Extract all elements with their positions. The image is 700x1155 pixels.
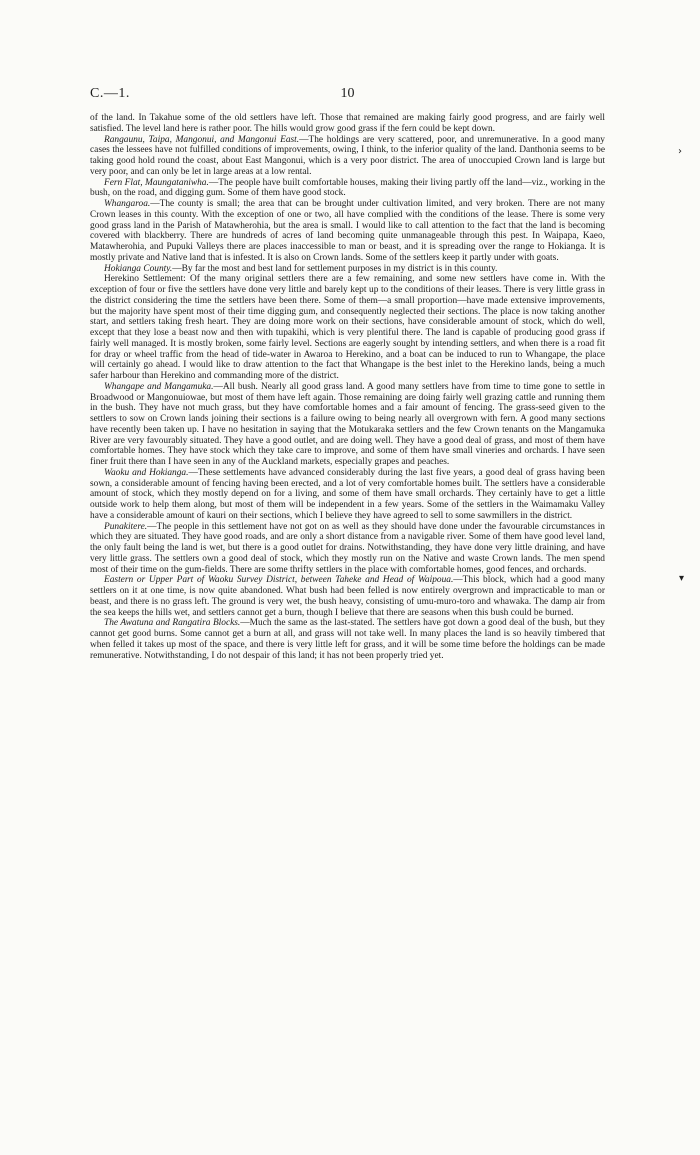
paragraph: Punakitere.—The people in this settlement have not got on as well as they should have done under the favourable circumstances in which they are situated. They have good roads, and are only a short distance from a navigable river. Some of them have good level land, the only fault being the land is wet, but there is a good outlet for drains. Notwithstanding, they have done very little draining, and have very little grass. The settlers own a good deal of stock, which they mostly run on the Native and waste Crown lands. The men spend most of their time on the gum-fields. There are some thrifty settlers in the place with comfortable homes, good fences, and orchards. [90, 521, 605, 575]
paragraph: Fern Flat, Maungataniwha.—The people have built comfortable houses, making their living partly off the land—viz., working in the bush, on the road, and digging gum. Some of them have good stock. [90, 177, 606, 199]
section-heading: Whangaroa. [104, 199, 151, 209]
document-reference: C.—1. [90, 86, 130, 101]
margin-mark-icon: › [678, 146, 682, 157]
paragraph: Rangaunu, Taipa, Mangonui, and Mangonui East.—The holdings are very scattered, poor, and unremunerative. In a good many cases the lessees have not fulfilled conditions of improvements, owing, I think, to the inferior quality of the land. Danthonia seems to be taking good hold round the coast, about East Mangonui, which is a very poor district. The area of unoccupied Crown land is large but very poor, and can only be let in large areas at a low rental. [90, 134, 605, 177]
page-number: 10 [340, 86, 355, 101]
paragraph: Whangape and Mangamuka.—All bush. Nearly all good grass land. A good many settlers have from time to time gone to settle in Broadwood or Mangonuiowae, but most of them have left again. Those remaining are doing fairly well grazing cattle and running them in the bush. They have not much grass, but they have comfortable homes and a fair amount of fencing. The grass-seed given to the settlers to sow on Crown lands joining their sections is a failure owing to being nearly all overgrown with fern. A good many sections have recently been taken up. I have no hesitation in saying that the Motukaraka settlers and the few Crown tenants on the Mangamuka River are very favourably situated. They have a good outlet, and are doing well. They have a good deal of grass, and most of them have comfortable homes. They have stock which they take care to improve, and some of them have small vineries and orchards. I have seen finer fruit there than I have seen in any of the Auckland markets, especially grapes and peaches. [90, 381, 605, 467]
paragraph: Waoku and Hokianga.—These settlements have advanced considerably during the last five years, a good deal of grass having been sown, a considerable amount of fencing having been erected, and a lot of very comfortable homes built. The settlers have a considerable amount of stock, which they mostly depend on for a living, and some of them have small orchards. They certainly have to get a little outside work to help them along, but most of them will be independent in a few years. Some of the settlers in the Waimamaku Valley have a considerable amount of kauri on their sections, which I believe they have agreed to sell to some sawmillers in the district. [90, 467, 605, 521]
section-heading: Punakitere. [104, 521, 148, 532]
paragraph: Eastern or Upper Part of Waoku Survey District, between Taheke and Head of Waipoua.—This block, which had a good many settlers on it at one time, is now quite abandoned. What bush had been felled is now entirely overgrown and impracticable to man or beast, and there is no grass left. The ground is very wet, the bush heavy, consisting of umu-muro-toro and whawaka. The damp air from the sea keeps the hills wet, and settlers cannot get a burn, though I believe that there are seasons when this bush could be burned. [90, 575, 605, 618]
report-body [90, 113, 605, 661]
section-heading: Whangape and Mangamuka. [104, 381, 214, 392]
paragraph: Herekino Settlement: Of the many original settlers there are a few remaining, and some new settlers have come in. With the exception of four or five the settlers have done very little and barely kept up to the conditions of their leases. There is very little grass in the district considering the time the settlers have been there. Some of them—a small proportion—have made extensive improvements, but the majority have spent most of their time digging gum, and consequently neglected their sections. The place is now taking another start, and settlers taking fresh heart. They are doing more work on their sections, have considerable amount of stock, which do well, except that they lose a beast now and then with tupakihi, which is very plentiful there. The land is capable of producing good grass if fairly well managed. It is mostly broken, some fairly level. Sections are eagerly sought by intending settlers, and when there is a road fit for dray or wheel traffic from the head of tide-water in Awaroa to Herekino, and a boat can be induced to run to Whangape, the place will certainly go ahead. I would like to draw attention to the fact that Whangape is the best inlet to the Herekino lands, being a much safer harbour than Herekino and commanding more of the district. [90, 274, 605, 381]
paragraph: Hokianga County.—By far the most and best land for settlement purposes in my district is in this county. [104, 263, 498, 274]
paragraph: The Awatuna and Rangatira Blocks.—Much the same as the last-stated. The settlers have got down a good deal of the bush, but they cannot get good burns. Some cannot get a burn at all, and grass will not take well. In many places the land is so heavily timbered that when felled it takes up most of the space, and there is very little left for grass, and it will be some time before the holdings can be made remunerative. Notwithstanding, I do not despair of this land; it has not been properly tried yet. [90, 618, 605, 661]
paragraph: of the land. In Takahue some of the old settlers have left. Those that remained are making fairly good progress, and are fairly well satisfied. The level land here is rather poor. The hills would grow good grass if the fern could be kept down. [90, 113, 605, 134]
section-heading: The Awatuna and Rangatira Blocks. [104, 618, 241, 629]
paragraph: Whangaroa.—The county is small; the area that can be brought under cultivation limited, and very broken. There are not many Crown leases in this county. With the exception of one or two, all have complied with the conditions of the lease. There is some very good grass land in the Parish of Matawherohia, but the area is small. I would like to call attention to the fact that the land is becoming covered with blackberry. There are hundreds of acres of land becoming quite unmanageable through this pest. In Waipapa, Kaeo, Matawherohia, and Pupuki Valleys there are places inaccessible to man or beast, and it is spreading over the range to Hokianga. It is mostly private and Native land that is infested. It is also on Crown lands. Some of the settlers keep it partly under with goats. [90, 199, 605, 263]
section-heading: Waoku and Hokianga. [104, 467, 189, 478]
margin-mark-icon: ▾ [679, 573, 685, 584]
section-heading: Fern Flat, Maungataniwha. [104, 177, 209, 188]
page-header [90, 86, 605, 104]
section-heading: Eastern or Upper Part of Waoku Survey District, between Taheke and Head of Waipoua. [104, 575, 454, 586]
section-heading: Hokianga County. [104, 263, 173, 274]
section-heading: Rangaunu, Taipa, Mangonui, and Mangonui East. [104, 134, 300, 145]
